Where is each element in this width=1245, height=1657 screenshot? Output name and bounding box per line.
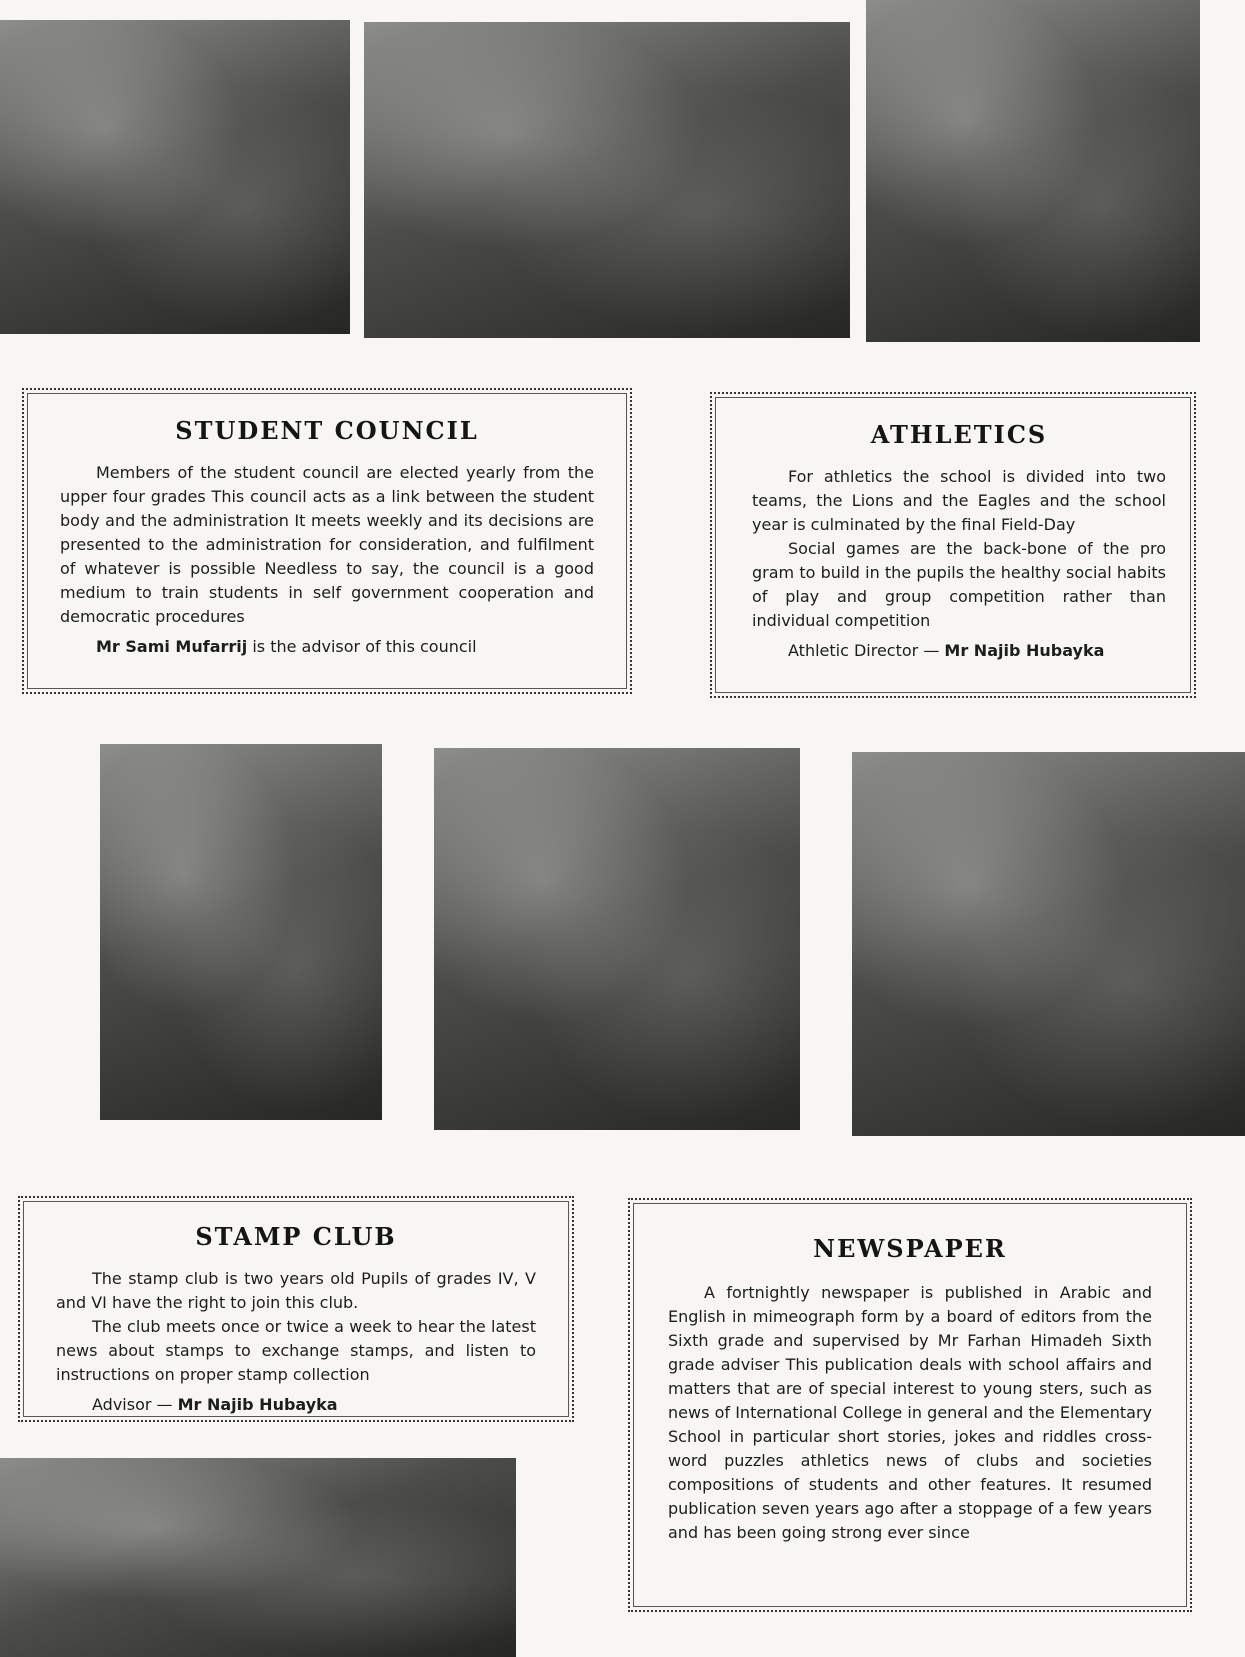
student-council-title: STUDENT COUNCIL [175, 416, 479, 445]
director-name: Mr Najib Hubayka [944, 641, 1105, 660]
photo-field-day [852, 752, 1245, 1136]
stamp-club-para-1: The stamp club is two years old Pupils of grades IV, V and VI have the right to join this club. [56, 1269, 536, 1312]
student-council-advisor [60, 635, 594, 659]
stamp-advisor-name: Mr Najib Hubayka [177, 1395, 338, 1414]
athletics-title: ATHLETICS [870, 420, 1048, 449]
photo-council-office [364, 22, 850, 338]
athletics-director [752, 639, 1166, 663]
stamp-club-para-2: The club meets once or twice a week to hear the latest news about stamps to exchange stamps, and listen to instructions on proper stamp collection [56, 1317, 536, 1384]
advisor-name: Mr Sami Mufarrij [96, 637, 248, 656]
student-council-body: Members of the student council are elected yearly from the upper four grades This council acts as a link between the student body and the administration It meets weekly and its decisions are presented to the administration for consideration, and fulfilment of whatever is possible Needless to say, the council is a good medium to train students in self government cooperation and democratic procedures [60, 463, 594, 626]
director-label: Athletic Director — [788, 641, 945, 660]
stamp-club-box [18, 1196, 574, 1422]
advisor-text: is the advisor of this council [247, 637, 477, 656]
newspaper-body: A fortnightly newspaper is published in Arabic and English in mimeograph form by a board of editors from the Sixth grade and supervised by Mr Farhan Himadeh Sixth grade adviser This publication deals with school affairs and matters that are of special interest to young sters, such as news of International College in general and the Elementary School in particular short stories, jokes and riddles cross-word puzzles athletics news of clubs and societies compositions of students and other features. It resumed publication seven years ago after a stoppage of a few years and has been going strong ever since [668, 1283, 1152, 1542]
photo-council-registration [0, 20, 350, 334]
photo-costume-play [100, 744, 382, 1120]
stamp-advisor-label: Advisor — [92, 1395, 178, 1414]
student-council-box [22, 388, 632, 694]
athletics-para-2: Social games are the back-bone of the pro gram to build in the pupils the healthy social habits of play and group competition rather than individual competition [752, 539, 1166, 630]
athletics-box [710, 392, 1196, 698]
stamp-club-title: STAMP CLUB [195, 1222, 397, 1251]
stamp-club-advisor [56, 1393, 536, 1417]
photo-boys-with-trays [434, 748, 800, 1130]
newspaper-box [628, 1198, 1192, 1612]
photo-stage-group [0, 1458, 516, 1657]
athletics-para-1: For athletics the school is divided into two teams, the Lions and the Eagles and the school year is culminated by the final Field-Day [752, 467, 1166, 534]
newspaper-title: NEWSPAPER [813, 1234, 1007, 1263]
photo-council-desk [866, 0, 1200, 342]
